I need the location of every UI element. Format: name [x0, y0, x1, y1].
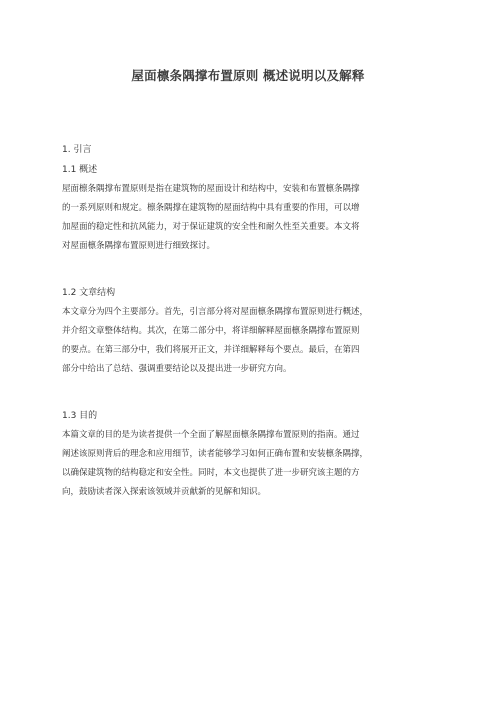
paragraph-line: 部分中给出了总结、强调重要结论以及提出进一步研究方向。 [62, 364, 292, 374]
paragraph-line: 本篇文章的目的是为读者提供一个全面了解屋面檩条隅撑布置原则的指南。通过 [62, 430, 360, 440]
paragraph-overview [62, 180, 434, 256]
paragraph-line: 加屋面的稳定性和抗风能力，对于保证建筑的安全性和耐久性至关重要。本文将 [62, 222, 360, 232]
paragraph-purpose [62, 426, 434, 502]
paragraph-line: 并介绍文章整体结构。其次，在第二部分中，将详细解释屋面檩条隅撑布置原则 [62, 326, 360, 336]
paragraph-structure [62, 303, 434, 379]
paragraph-line: 以确保建筑物的结构稳定和安全性。同时，本文也提供了进一步研究该主题的方 [62, 468, 360, 478]
paragraph-line: 向，鼓励读者深入探索该领域并贡献新的见解和知识。 [62, 487, 267, 497]
paragraph-line: 对屋面檩条隅撑布置原则进行细致探讨。 [62, 241, 216, 251]
section-heading-structure: 1.2 文章结构 [62, 288, 116, 298]
paragraph-line: 的要点。在第三部分中，我们将展开正文，并详细解释每个要点。最后，在第四 [62, 345, 360, 355]
paragraph-line: 的一系列原则和规定。檩条隅撑在建筑物的屋面结构中具有重要的作用，可以增 [62, 203, 360, 213]
paragraph-line: 本文章分为四个主要部分。首先，引言部分将对屋面檩条隅撑布置原则进行概述， [62, 307, 369, 317]
section-heading-introduction: 1. 引言 [62, 145, 92, 155]
document-body [62, 140, 434, 502]
document-title: 屋面檩条隅撑布置原则 概述说明以及解释 [131, 68, 365, 83]
section-heading-purpose: 1.3 目的 [62, 411, 98, 421]
section-heading-overview: 1.1 概述 [62, 165, 98, 175]
paragraph-line: 屋面檩条隅撑布置原则是指在建筑物的屋面设计和结构中，安装和布置檩条隅撑 [62, 184, 360, 194]
paragraph-line: 阐述该原则背后的理念和应用细节，读者能够学习如何正确布置和安装檩条隅撑， [62, 449, 369, 459]
